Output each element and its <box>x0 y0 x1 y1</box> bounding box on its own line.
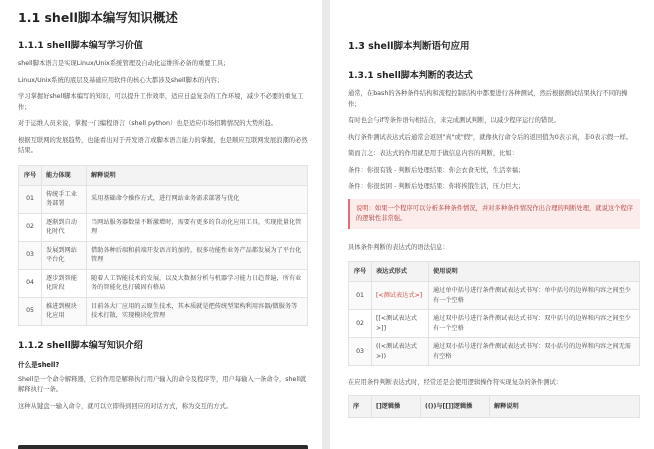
paragraph: 简而言之：表达式的作用就是用于做信息内容的判断，比如： <box>348 150 519 157</box>
table-header: (())与[[]]逻辑操 <box>421 395 490 417</box>
section-title: 1.3 shell脚本判断语句应用 <box>348 41 470 52</box>
paragraph: 在应用条件判断表达式时，经常还是会使用逻辑操作符实现复杂的条件测试： <box>348 379 563 386</box>
table-cell: 02 <box>19 213 42 241</box>
table-cell: 03 <box>19 241 42 269</box>
question-heading: 什么是shell? <box>18 360 60 369</box>
table-header: 序 <box>349 395 372 417</box>
document-page-left <box>0 0 322 449</box>
paragraph: 通常，在bash的各种条件结构和流程控制结构中都要进行各种测试，然后根据测试结果执行不同的操作； <box>348 90 628 108</box>
table-cell: 推进到模块化应用 <box>42 297 87 325</box>
table-cell: 05 <box>19 297 42 325</box>
paragraph: 对于运维人员来说，掌握一门编程语言（shell python）也是适应市场招聘情况的大势所趋。 <box>18 120 278 127</box>
paragraph: shell脚本语言是实现Linux/Unix系统管理及自动化运维所必备的重要工具； <box>18 60 230 67</box>
table-cell: ((<测试表达式>)) <box>372 338 429 366</box>
table-header: 序号 <box>349 262 372 282</box>
table-cell: 传统手工业务部署 <box>42 185 87 213</box>
table-cell: 03 <box>349 338 372 366</box>
paragraph: 这种从键盘一输入命令，就可以立即得到回应的对话方式，称为交互的方式。 <box>18 402 233 410</box>
subsection-title: 1.3.1 shell脚本判断的表达式 <box>348 71 473 81</box>
table-cell: 发展到网站平台化 <box>42 241 87 269</box>
paragraph: 条件：你很贫困 - 判断后处理结果：你将挨饿生活，压力巨大； <box>348 183 525 190</box>
ability-table <box>18 165 308 326</box>
paragraph: 有时也会与if等条件语句相结合，来完成测试判断，以减少程序运行的错误。 <box>348 117 560 124</box>
paragraph: 执行条件测试表达式后通常会返回"真"或"假"，就像执行命令后的返回值为0表示真，非0表示假一样。 <box>348 133 633 141</box>
note-callout <box>348 199 640 229</box>
table-cell: 目前各大厂应用的云原生技术，其本质就是把传统型架构利用容器/微服务等技术打散，实现模块化管理 <box>87 297 308 325</box>
table-header: 表达式形式 <box>372 262 429 282</box>
table-header-row <box>19 165 308 185</box>
table-cell: [<测试表达式>] <box>372 282 429 310</box>
table-header: 能力体现 <box>42 165 87 185</box>
table-row <box>19 241 308 269</box>
section-title: 1.1 shell脚本编写知识概述 <box>18 10 178 25</box>
paragraph: Shell是一个命令解释器，它的作用是解释执行用户输入的命令及程序等，用户每输入一条命令，shell就解释执行一条。 <box>18 375 307 393</box>
subsection-title: 1.1.1 shell脚本编写学习价值 <box>18 41 143 51</box>
table-row <box>349 310 640 338</box>
table-cell: 逐步到智能化阶段 <box>42 269 87 297</box>
table-cell: 逐渐到自动化时代 <box>42 213 87 241</box>
table-cell: 采用基础命令操作方式，进行网站业务需求部署与优化 <box>87 185 308 213</box>
table-cell: 随着人工智能技术的发展，以及大数据分析与机器学习能力日趋普遍，所有业务的智能化也打破固有格局 <box>87 269 308 297</box>
table-row <box>19 269 308 297</box>
table-header-row <box>349 395 640 417</box>
table-cell: 当网站服务器数量不断激增时，需要有更多的自动化应用工具，实现批量化管理 <box>87 213 308 241</box>
table-header: 序号 <box>19 165 42 185</box>
document-page-right <box>330 0 654 449</box>
paragraph: 具体条件判断的表达式的语法信息： <box>348 243 449 251</box>
paragraph: 条件：你很有钱 - 判断后处理结果：你会衣食无忧，生活幸福； <box>348 166 525 174</box>
paragraph: 学习掌握好shell脚本编写的知识，可以提升工作效率，适应日益复杂的工作环境，减少不必要的重复工作； <box>18 93 304 111</box>
table-cell: 通过单中括号进行条件测试表达式书写：单中括号的边界和内容之间至少有一个空格 <box>429 282 640 310</box>
table-header: 解释说明 <box>87 165 308 185</box>
table-cell: 04 <box>19 269 42 297</box>
subsection-title: 1.1.2 shell脚本编写知识介绍 <box>18 340 143 351</box>
table-cell: 通过双中括号进行条件测试表达式书写：双中括号的边界和内容之间至少有一个空格 <box>429 310 640 338</box>
table-cell: 借助各种后端和前端开发语言的加持，很多功能性业务产品都发展为了平台化管理 <box>87 241 308 269</box>
callout-label: 说明： <box>356 204 375 212</box>
code-block-edge <box>18 445 308 449</box>
table-header: 使用说明 <box>429 262 640 282</box>
logic-operator-table <box>348 395 640 418</box>
expression-table <box>348 261 640 366</box>
table-cell: 02 <box>349 310 372 338</box>
table-row <box>349 282 640 310</box>
table-header-row <box>349 262 640 282</box>
table-row <box>19 297 308 325</box>
table-row <box>19 185 308 213</box>
paragraph: Linux/Unix系统的底层及基础应用软件的核心大都涉及shell脚本的内容； <box>18 76 224 84</box>
table-cell: 01 <box>349 282 372 310</box>
table-header: 解释说明 <box>490 395 640 417</box>
paragraph: 根据互联网的发展趋势，也能看出对于开发语言或脚本语言能力的掌握，也是顺应互联网发展浪潮的必然结果。 <box>18 136 308 154</box>
table-header: []逻辑操 <box>372 395 421 417</box>
table-cell: 通过双小括号进行条件测试表达式书写：双小括号的边界和内容之间无需有空格 <box>429 338 640 366</box>
table-row <box>19 213 308 241</box>
table-row <box>349 338 640 366</box>
table-cell: [[<测试表达式>]] <box>372 310 429 338</box>
callout-text: 如果一个程序可以分析多种条件情况，并对多种条件情况作出合理的判断处理，就说这个程序的逻辑性非常强。 <box>356 204 634 222</box>
table-cell: 01 <box>19 185 42 213</box>
